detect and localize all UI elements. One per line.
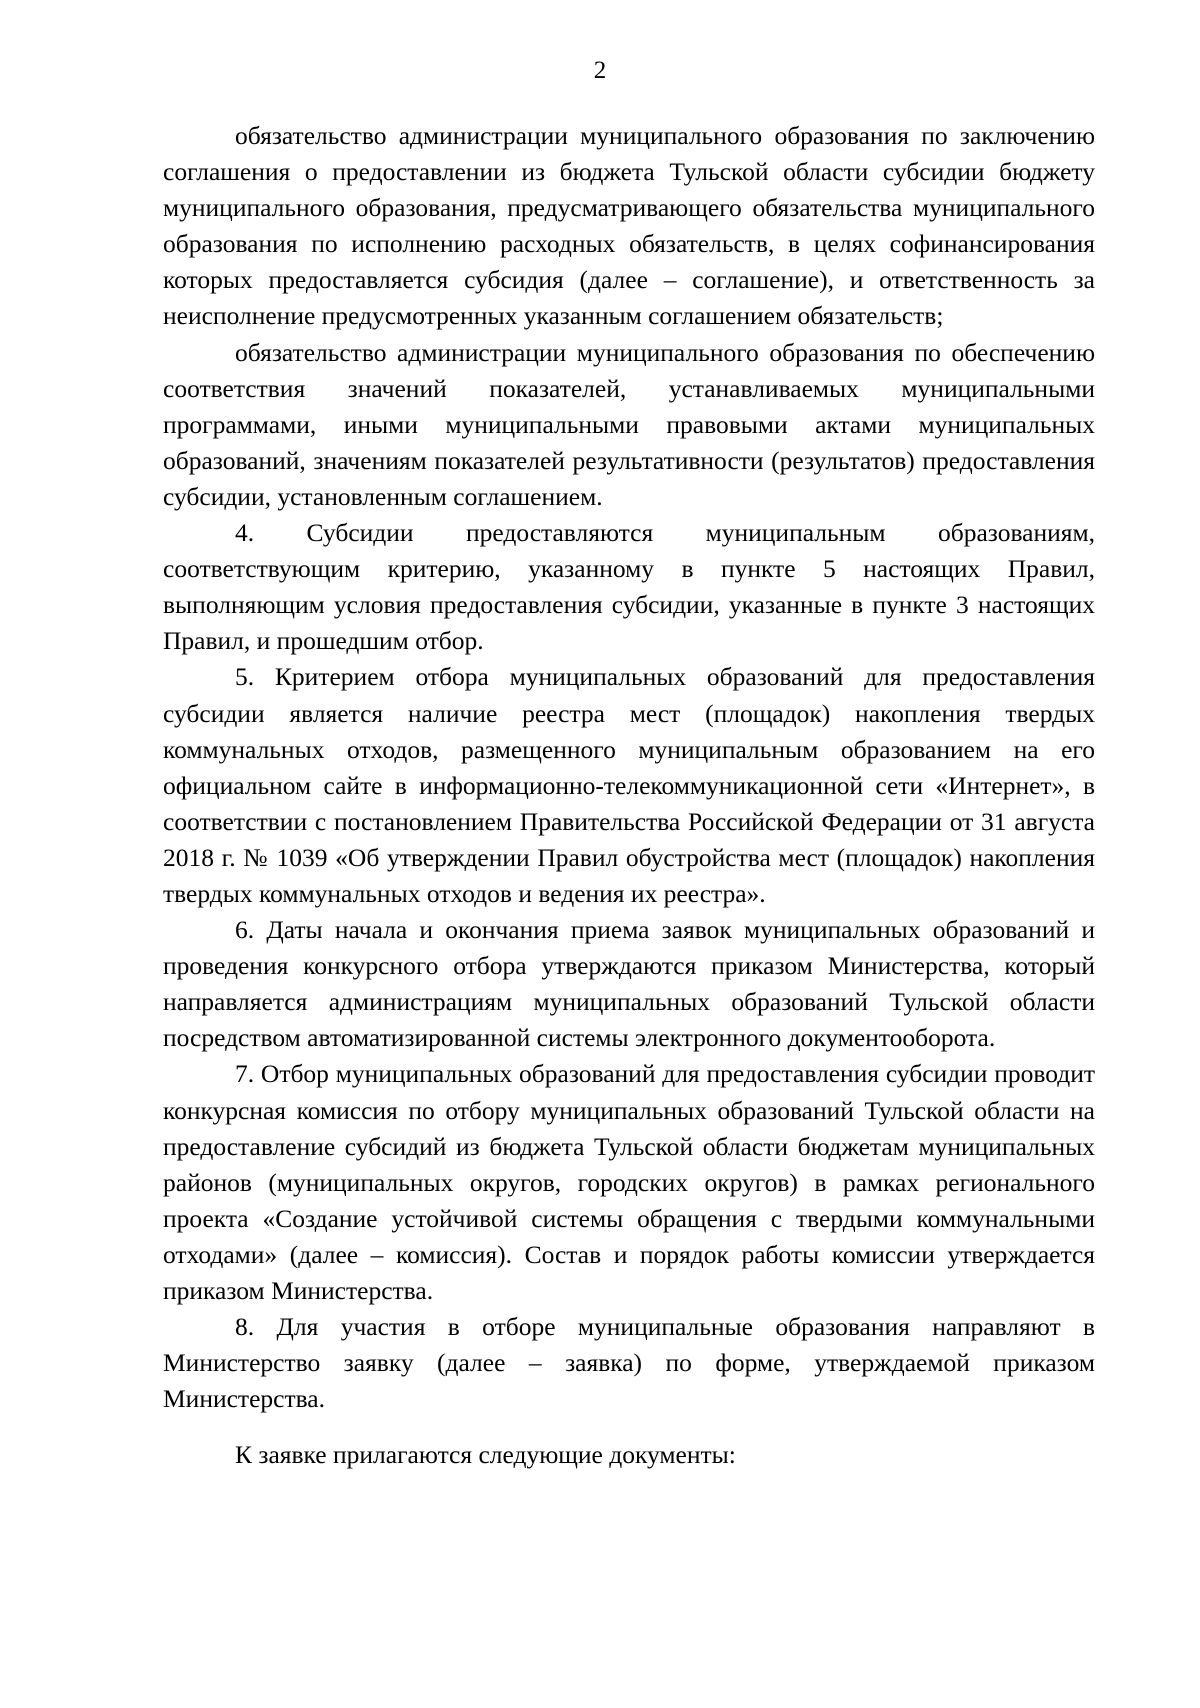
page-number: 2 bbox=[593, 57, 607, 84]
paragraph-attachments-intro: К заявке прилагаются следующие документы: bbox=[235, 1440, 736, 1470]
paragraph-item-6: 6. Даты начала и окончания приема заявок муниципальных образований и проведения конкурсного отбора утверждаются приказом Министерства, который направляется администрациям муниципальных образований Тульской области посредством автоматизированной системы электронного документооборота. bbox=[163, 915, 1095, 1053]
paragraph-obligation-agreement: обязательство администрации муниципального образования по заключению соглашения о предоставлении из бюджета Тульской области субсидии бюджету муниципального образования, предусматривающего обязательства муниципального образования по исполнению расходных обязательств, в целях софинансирования которых предоставляется субсидия (далее – соглашение), и ответственность за неисполнение предусмотренных указанным соглашением обязательств; bbox=[163, 121, 1095, 331]
paragraph-item-5: 5. Критерием отбора муниципальных образований для предоставления субсидии является наличие реестра мест (площадок) накопления твердых коммунальных отходов, размещенного муниципальным образованием на его официальном сайте в информационно-телекоммуникационной сети «Интернет», в соответствии с постановлением Правительства Российской Федерации от 31 августа 2018 г. № 1039 «Об утверждении Правил обустройства мест (площадок) накопления твердых коммунальных отходов и ведения их реестра». bbox=[163, 662, 1095, 908]
document-body bbox=[163, 118, 1095, 1473]
paragraph-obligation-indicators: обязательство администрации муниципального образования по обеспечению соответствия значений показателей, устанавливаемых муниципальными программами, иными муниципальными правовыми актами муниципальных образований, значениям показателей результативности (результатов) предоставления субсидии, установленным соглашением. bbox=[163, 337, 1095, 511]
paragraph-item-7: 7. Отбор муниципальных образований для предоставления субсидии проводит конкурсная комиссия по отбору муниципальных образований Тульской области на предоставление субсидий из бюджета Тульской области бюджетам муниципальных районов (муниципальных округов, городских округов) в рамках регионального проекта «Создание устойчивой системы обращения с твердыми коммунальными отходами» (далее – комиссия). Состав и порядок работы комиссии утверждается приказом Министерства. bbox=[163, 1059, 1095, 1305]
paragraph-item-8: 8. Для участия в отборе муниципальные образования направляют в Министерство заявку (далее – заявка) по форме, утверждаемой приказом Министерства. bbox=[163, 1312, 1095, 1414]
paragraph-item-4: 4. Субсидии предоставляются муниципальным образованиям, соответствующим критерию, указанному в пункте 5 настоящих Правил, выполняющим условия предоставления субсидии, указанные в пункте 3 настоящих Правил, и прошедшим отбор. bbox=[163, 518, 1095, 656]
